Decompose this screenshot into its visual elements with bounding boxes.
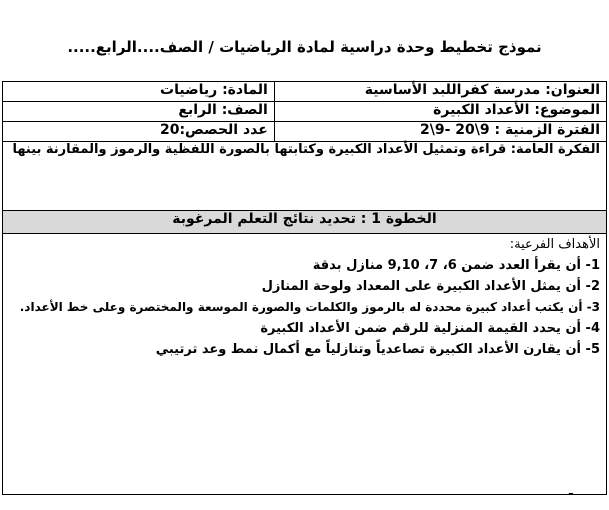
objective-text: أن يقارن الأعداد الكبيرة تصاعدياً وتنازلياً مع أكمال نمط وعد ترتيبي (155, 342, 582, 357)
topic-label: الموضوع: (534, 102, 600, 118)
period-row (3, 122, 607, 142)
objective-item (9, 339, 600, 360)
period-value: 2\9- 20\9 (419, 122, 490, 138)
objectives-row (3, 234, 607, 495)
subject-value: رياضيات (160, 82, 218, 98)
step-header: الخطوة 1 : تحديد نتائج التعلم المرغوبة (3, 211, 607, 234)
school-cell (274, 82, 606, 102)
general-idea-cell (3, 142, 607, 211)
subject-label: المادة: (222, 82, 268, 98)
period-cell (274, 122, 606, 142)
objective-item (9, 255, 600, 276)
objective-number: 5- (585, 342, 600, 357)
lessons-value: 20 (159, 122, 180, 138)
general-idea-label: الفكرة العامة: (510, 142, 600, 157)
period-label: الفترة الزمنية : (494, 122, 600, 138)
unit-plan-table (2, 81, 607, 495)
objective-number: 4- (585, 321, 600, 336)
objective-number: 1- (585, 258, 600, 273)
lessons-cell (3, 122, 275, 142)
grade-label: الصف: (221, 102, 268, 118)
objective-text: أن يكتب أعداد كبيرة محددة له بالرموز والكلمات والصورة الموسعة والمختصرة وعلى خط الأعداد. (19, 300, 583, 314)
objective-item (9, 318, 600, 339)
general-idea-text: قراءة وتمثيل الأعداد الكبيرة وكتابتها بالصورة اللفظية والرموز والمقارنة بينها (12, 142, 507, 157)
objectives-heading: الأهداف الفرعية: (509, 237, 600, 252)
page-title: نموذج تخطيط وحدة دراسية لمادة الرياضيات / الصف....الرابع..... (67, 38, 542, 56)
objective-text: أن يحدد القيمة المنزلية للرقم ضمن الأعداد الكبيرة (260, 321, 582, 336)
objective-text: أن يقرأ العدد ضمن 6، 7، 9,10 منازل بدقة (312, 258, 582, 273)
trailing-dash: - (568, 486, 574, 502)
school-row (3, 82, 607, 102)
lessons-label: عدد الحصص: (179, 122, 268, 138)
objective-item (9, 276, 600, 297)
topic-cell (274, 102, 606, 122)
objective-text: أن يمثل الأعداد الكبيرة على المعداد ولوحة المنازل (261, 279, 582, 294)
school-value: مدرسة كفراللبد الأساسية (364, 82, 541, 98)
topic-value: الأعداد الكبيرة (433, 102, 530, 118)
objective-number: 2- (585, 279, 600, 294)
grade-value: الرابع (178, 102, 217, 118)
objective-number: 3- (586, 300, 600, 314)
grade-cell (3, 102, 275, 122)
objectives-cell (3, 234, 607, 495)
objectives-list (9, 255, 600, 360)
objective-item (9, 297, 600, 318)
step-row (3, 211, 607, 234)
subject-cell (3, 82, 275, 102)
school-label: العنوان: (545, 82, 600, 98)
topic-row (3, 102, 607, 122)
general-idea-row (3, 142, 607, 211)
